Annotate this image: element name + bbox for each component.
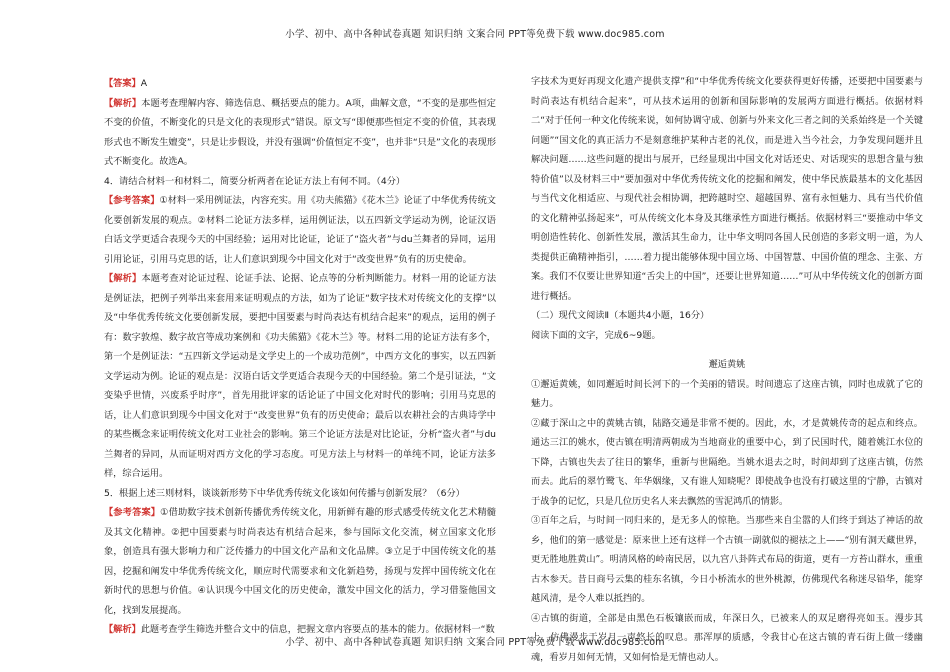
analysis-tag: 【解析】 xyxy=(104,624,141,635)
question-4: 4．请结合材料一和材料二，简要分析两者在论证方法上有何不同。（4分） xyxy=(104,175,406,187)
answer-3-value: A xyxy=(140,78,148,89)
story-paragraph-2: ②藏于深山之中的黄姚古镇，陆路交通是非常不便的。因此，水，才是黄姚传奇的起点和终点。通达三江的姚水，使古镇在明清两朝成为当地商业的重要中心，到了民国时代，随着姚江水位的下降，古镇也失去了往日的繁华，重新与世隔绝。当姚水退去之时，时间却到了这座古镇，仿然而去。此后的翠竹鹭飞、年华姻缘，又有谁人知晓呢？即使战争也没有打破这里的宁静，古镇对于战争的记忆，只是几位历史名人来去飘然的雪泥鸿爪的情影。 xyxy=(531,417,923,507)
reference-5-text: ①借助数字技术创新传播优秀传统文化，用新鲜有趣的形式感受传统文化艺术精髓及其文化精神。②把中国要素与时尚表达有机结合起来，参与国际文化交流，树立国家文化形象，创造具有强大影响力和广泛传播力的中国文化产品和文化品牌。③立足于中国传统文化的基因，挖掘和阐发中华优秀传统文化，顺应时代需要求和文化新趋势，扬现与发挥中国传统文化在新时代的思想与价值。④认识现今中国文化的历史使命，激发中国文化的活力，学习借鉴他国文化，找到发展提高。 xyxy=(104,507,496,616)
answer-tag: 【答案】 xyxy=(104,78,141,89)
analysis-3-text: 本题考查理解内容、筛选信息、概括要点的能力。A项，曲解文意，“不变的是那些恒定不变的价值，不断变化的只是文化的表现形式”错误。原文写“即便那些恒定不变的价值，其表现形式也不断发生嬗变”，只是让步假设，并没有强调“价值恒定不变”，也并非“只是”文化的表现形式不断变化。故选A。 xyxy=(104,97,496,167)
reference-tag: 【参考答案】 xyxy=(104,507,161,518)
reference-answer-4 xyxy=(104,191,496,269)
story-paragraph-1: ①邂逅黄姚，如同邂逅时间长河下的一个美丽的错误。时间遗忘了这座古镇，同时也成就了它的魅力。 xyxy=(531,378,923,409)
analysis-5-continued: 字技术为更好再现文化遗产提供支撑”和“中华优秀传统文化要获得更好传播，还要把中国要素与时尚表达有机结合起来”，可从技术运用的创新和国际影响的发展两方面进行概括。依据材料二“对于任何一种文化传统来说，如何协调守成、创新与外来文化三者之间的关系始终是一个关键问题”“国文化的真正活力不是刻意维护某种古老的礼仪，而是进入当今社会，力争发现问题并且解决问题……这些问题的提出与展开，已经显现出中国文化对话还史、对话现实的思想含量与独特价值”以及材料三中“要加强对中华优秀传统文化的挖掘和阐发，使中华民族最基本的文化基因与当代文化相适应、与现代社会相协调，把跨越时空、超越国界、富有永恒魅力、具有当代价值的文化精神弘扬起来”，可从传统文化本身及其继承性方面进行概括。依据材料三“要推动中华文明创造性转化、创新性发展，激活其生命力，让中华文明同各国人民创造的多彩文明一道，为人类提供正确精神指引，……着力提出能够体现中国立场、中国智慧、中国价值的理念、主张、方案。我们不仅要让世界知道“舌尖上的中国”，还要让世界知道……”可从中华传统文化的创新方面进行概括。 xyxy=(531,76,923,302)
story-paragraph-4: ④古镇的街道，全部是由黑色石板镶嵌而成，年深日久，已被来人的双足磨得亮如玉。漫步其上，仿佛漫步于岁月一声悠长的叹息。那浑厚的质感，令我甘心在这古镇的青石街上做一缕幽魂，看岁月如何无情，又如何恰是无情也动人。 xyxy=(531,612,923,663)
analysis-3 xyxy=(104,94,496,172)
section-heading: （二）现代文阅读Ⅱ（本题共4小题，16分） xyxy=(531,310,710,321)
story-title: 邂逅黄姚 xyxy=(708,359,746,370)
page-header: 小学、初中、高中各种试卷真题 知识归纳 文案合同 PPT等免费下载 www.doc985.com xyxy=(285,29,665,40)
analysis-4 xyxy=(104,269,496,484)
reference-4-text: ①材料一采用例证法，内容充实。用《功夫熊猫》《花木兰》论证了中华优秀传统文化要创新发展的观点。②材料二论证方法多样，运用例证法，以五四新文学运动为例，论证汉语白话文学更适合表现今天的中国经验；运用对比论证，论证了“盗火者”与du兰舞者的异同，运用引用论证，引用马克思的话，让人们意识到现今中国文化对于“改变世界”负有的历史使命。 xyxy=(104,195,496,265)
story-paragraph-3: ③百年之后，与时间一同归来的，是无多人的惊艳。当那些来自尘嚣的人们终于到达了神话的故乡，他们的第一感觉是：原来世上还有这样一个古镇一副就似的褪祛之上——“别有洞天藏世界，更无胜地胜黄山”。明清风格的岭南民居，以九宫八卦阵式布局的街道，更有一方苔山群水，重重古木参天。昔日商号云集的桂东名镇，今日小桥流水的世外桃源，仿佛现代名称迷尽铅华，能穿越风清，是令人难以抵挡的。 xyxy=(531,515,923,604)
reference-tag: 【参考答案】 xyxy=(104,195,160,206)
analysis-5-text: 此题考查学生筛选并整合文中的信息，把握文章内容要点的基本的能力。依据材料一“数 xyxy=(140,624,495,635)
answer-3 xyxy=(104,74,496,94)
right-column xyxy=(531,72,923,667)
analysis-4-text: 本题考查对论证过程、论证手法、论据、论点等的分析判断能力。材料一用的论证方法是例证法，把例子列举出来套用来证明观点的方法，如为了论证“数字技术对传统文化的支撑”以及“中华优秀传统文化要创新发展，要把中国要素与时尚表达有机结合起来”的观点，运用的例子有：数字敦煌、数字故宫等成功案例和《功夫熊猫》《花木兰》等。材料二用的论证方法有多个，第一个是例证法：“五四新文学运动是文学史上的一个成功范例”，中西方文化的事实，以五四新文学运动为例。论证的观点是：汉语白话文学更适合表现今天的中国经验。第二个是引证法，“文变染乎世情，兴废系乎时序”，首先用批评家的话论证了中国文化对时代的影响；引用马克思的话，让人们意识到现今中国文化对于“改变世界”负有的历史使命；最后以农耕社会的古典诗学中的某些概念来证明传统文化对工业社会的影响。第三个论证方法是对比论证，分析“盗火者”与du兰舞者的异同，从而证明对西方文化的学习态度。可见方法上与材料一的单纯不同，论证方法多样，综合运用。 xyxy=(104,273,497,479)
analysis-tag: 【解析】 xyxy=(104,273,142,284)
reading-instruction: 阅读下面的文字，完成6~9题。 xyxy=(531,329,661,341)
reference-answer-5 xyxy=(104,503,496,620)
page-footer: 小学、初中、高中各种试卷真题 知识归纳 文案合同 PPT等免费下载 www.doc985.com xyxy=(285,637,665,648)
question-5: 5．根据上述三则材料，谈谈新形势下中华优秀传统文化该如何传播与创新发展？（6分） xyxy=(104,487,465,499)
analysis-tag: 【解析】 xyxy=(104,97,142,109)
left-column xyxy=(104,74,496,640)
